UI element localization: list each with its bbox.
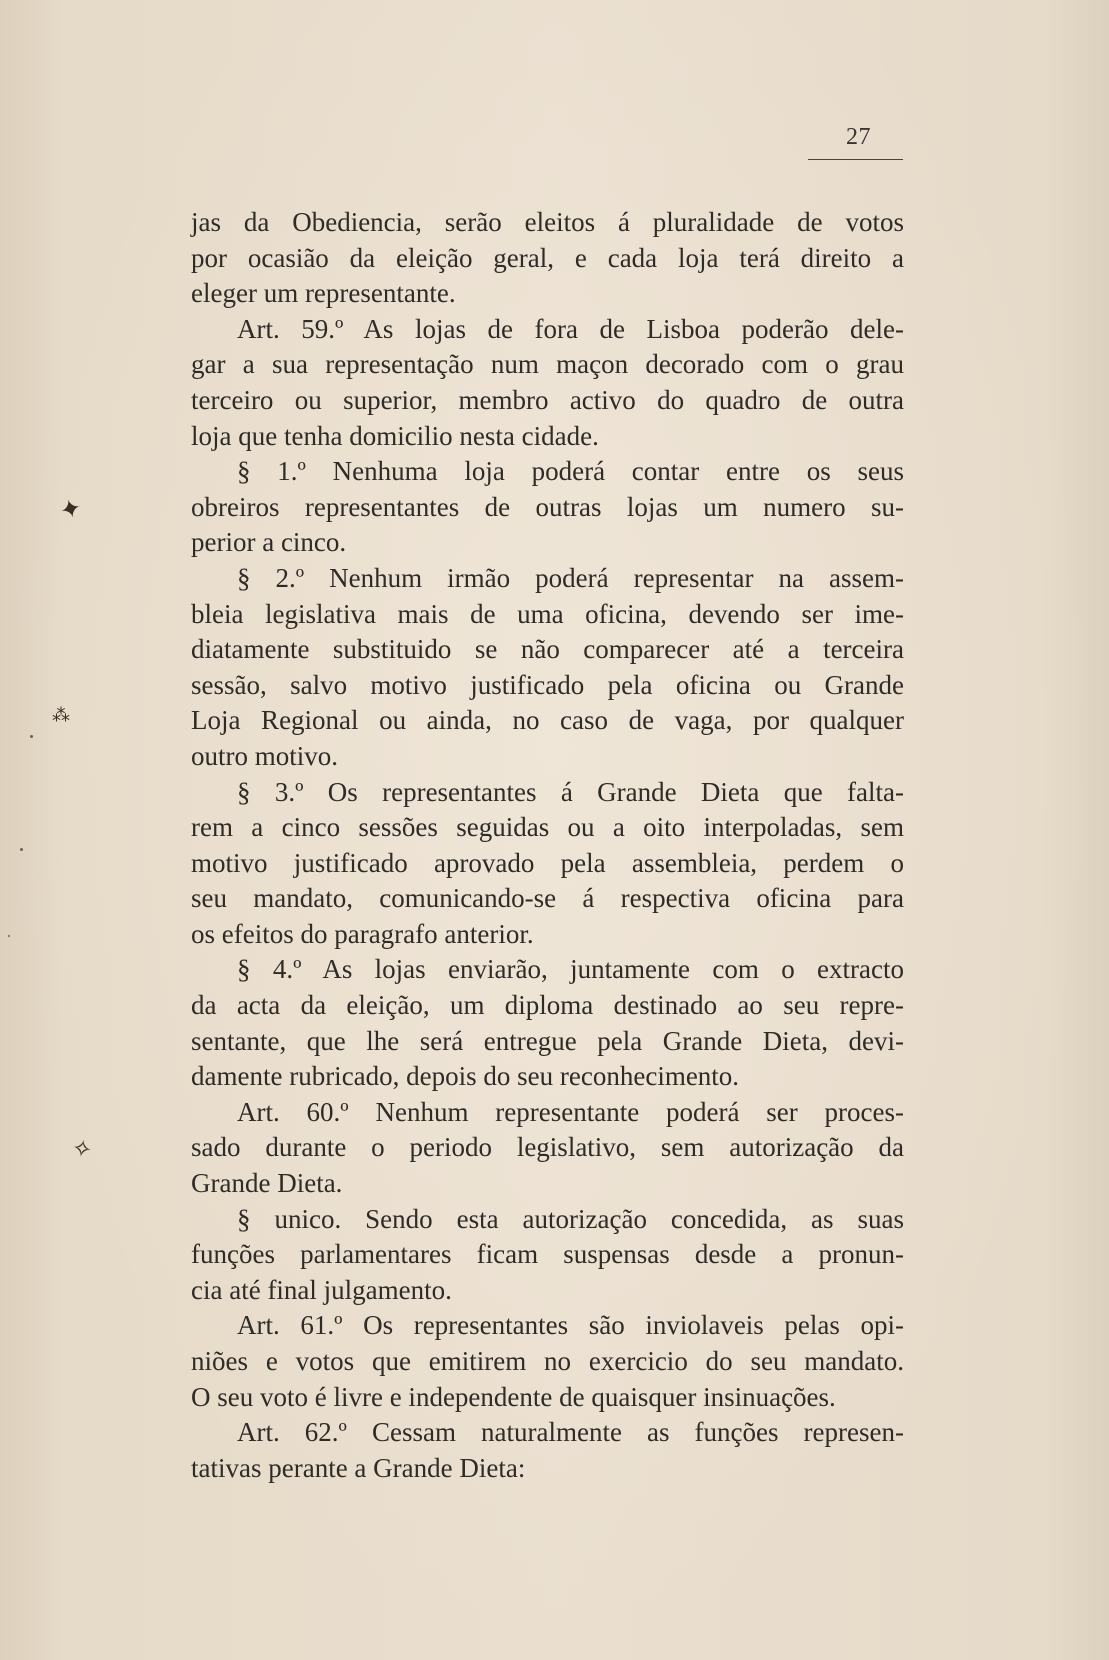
text-line: § 3.º Os representantes á Grande Dieta que falta- (237, 776, 904, 807)
text-line: sado durante o periodo legislativo, sem autorização da (191, 1132, 904, 1163)
text-line: Art. 61.º Os representantes são inviolaveis pelas opi- (237, 1310, 904, 1341)
text-line: loja que tenha domicilio nesta cidade. (191, 420, 599, 451)
text-line: os efeitos do paragrafo anterior. (191, 918, 534, 949)
ink-blot-icon: ✧ (69, 1133, 95, 1165)
text-line: eleger um representante. (191, 278, 456, 309)
body-text (191, 205, 904, 1486)
text-line: Grande Dieta. (191, 1168, 343, 1199)
ink-blot-icon: ⁂ (52, 705, 70, 726)
text-line: rem a cinco sessões seguidas ou a oito interpoladas, sem (191, 812, 904, 843)
page-number: 27 (846, 124, 871, 150)
text-line: bleia legislativa mais de uma oficina, devendo ser ime- (191, 598, 904, 629)
text-line: gar a sua representação num maçon decorado com o grau (191, 349, 904, 380)
speck (8, 935, 10, 937)
text-line: Art. 62.º Cessam naturalmente as funções represen- (237, 1417, 904, 1448)
text-line: Art. 60.º Nenhum representante poderá ser proces- (237, 1096, 904, 1127)
text-line: niões e votos que emitirem no exercicio do seu mandato. (191, 1346, 904, 1376)
text-line: tativas perante a Grande Dieta: (191, 1452, 526, 1483)
text-line: § 4.º As lojas enviarão, juntamente com o extracto (237, 954, 904, 985)
text-line: sentante, que lhe será entregue pela Grande Dieta, devi- (191, 1025, 904, 1056)
text-line: § 2.º Nenhum irmão poderá representar na assem- (237, 562, 904, 593)
text-line: damente rubricado, depois do seu reconhecimento. (191, 1061, 740, 1092)
text-line: perior a cinco. (191, 527, 347, 558)
text-line: Art. 59.º As lojas de fora de Lisboa poderão dele- (237, 313, 904, 344)
text-line: da acta da eleição, um diploma destinado ao seu repre- (191, 990, 904, 1021)
text-line: terceiro ou superior, membro activo do quadro de outra (191, 384, 904, 415)
text-line: § unico. Sendo esta autorização concedida, as suas (237, 1203, 904, 1234)
text-line: obreiros representantes de outras lojas um numero su- (191, 491, 904, 522)
text-line: sessão, salvo motivo justificado pela oficina ou Grande (191, 669, 904, 700)
text-line: jas da Obediencia, serão eleitos á pluralidade de votos (191, 207, 904, 237)
text-line: cia até final julgamento. (191, 1274, 452, 1305)
text-line: seu mandato, comunicando-se á respectiva oficina para (191, 883, 904, 914)
text-line: motivo justificado aprovado pela assembleia, perdem o (191, 847, 904, 878)
text-line: por ocasião da eleição geral, e cada loja terá direito a (191, 242, 904, 273)
page-number-rule (808, 159, 903, 160)
speck (20, 848, 23, 851)
text-line: Loja Regional ou ainda, no caso de vaga, por qualquer (191, 705, 904, 736)
text-line: diatamente substituido se não comparecer até a terceira (191, 634, 904, 665)
text-line: § 1.º Nenhuma loja poderá contar entre os seus (237, 456, 904, 487)
text-line: funções parlamentares ficam suspensas desde a pronun- (191, 1239, 904, 1270)
speck (30, 735, 33, 738)
text-line: O seu voto é livre e independente de quaisquer insinuações. (191, 1381, 836, 1412)
text-line: outro motivo. (191, 740, 338, 771)
ink-blot-icon: ✦ (56, 492, 86, 528)
